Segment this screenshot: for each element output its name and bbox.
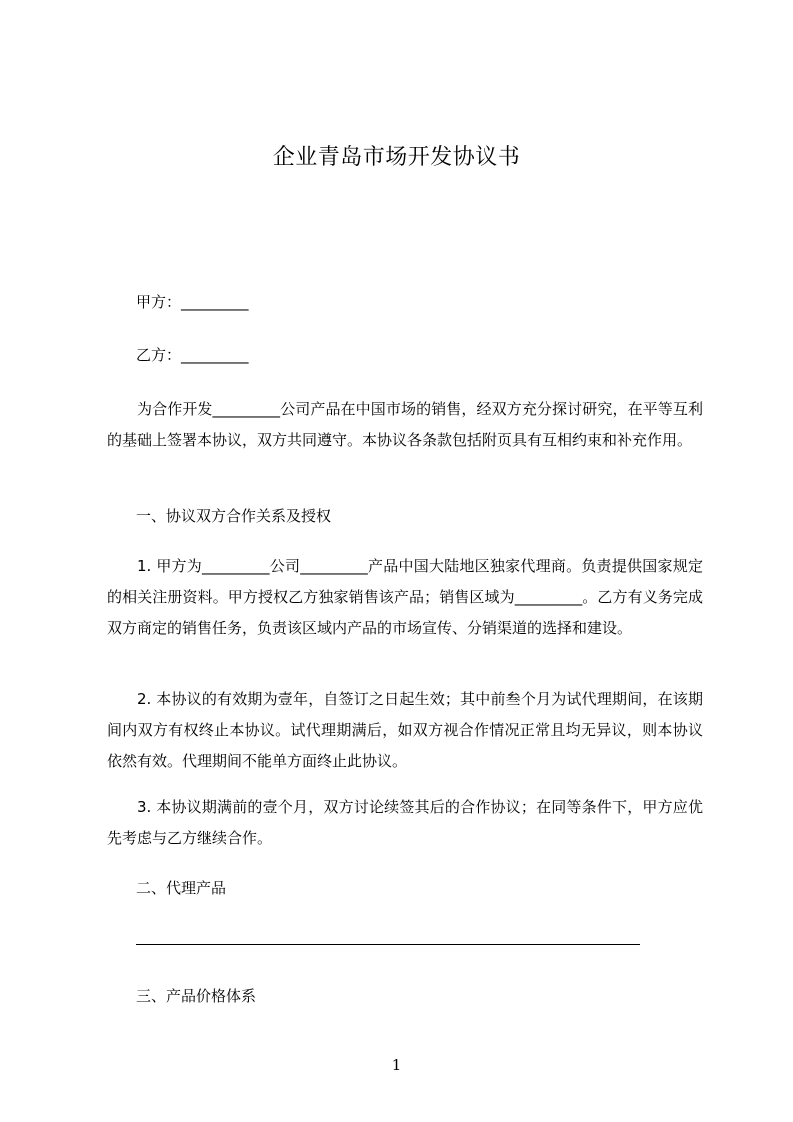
document-title: 企业青岛市场开发协议书 [272, 145, 521, 170]
section-1-heading: 一、协议双方合作关系及授权 [136, 507, 332, 525]
party-a-line: 甲方：_________ [136, 293, 249, 311]
section-3-heading: 三、产品价格体系 [136, 987, 257, 1005]
clause-1-paragraph: 1. 甲方为_________公司_________产品中国大陆地区独家代理商。负责提供国家规定的相关注册资料。甲方授权乙方独家销售该产品；销售区域为_________。乙方有义务完成双方商定的销售任务，负责该区域内产品的市场宣传、分销渠道的选择和建设。 [107, 557, 703, 637]
clause-3-paragraph: 3. 本协议期满前的壹个月，双方讨论续签其后的合作协议；在同等条件下，甲方应优先考虑与乙方继续合作。 [107, 798, 703, 847]
intro-paragraph: 为合作开发_________公司产品在中国市场的销售，经双方充分探讨研究，在平等互利的基础上签署本协议，双方共同遵守。本协议各条款包括附页具有互相约束和补充作用。 [107, 400, 703, 449]
product-blank-line [136, 944, 640, 945]
page-number: 1 [391, 1056, 402, 1074]
party-b-line: 乙方：_________ [136, 346, 249, 364]
section-2-heading: 二、代理产品 [136, 879, 227, 897]
clause-2-paragraph: 2. 本协议的有效期为壹年，自签订之日起生效；其中前叁个月为试代理期间，在该期间内双方有权终止本协议。试代理期满后，如双方视合作情况正常且均无异议，则本协议依然有效。代理期间不能单方面终止此协议。 [107, 690, 703, 770]
